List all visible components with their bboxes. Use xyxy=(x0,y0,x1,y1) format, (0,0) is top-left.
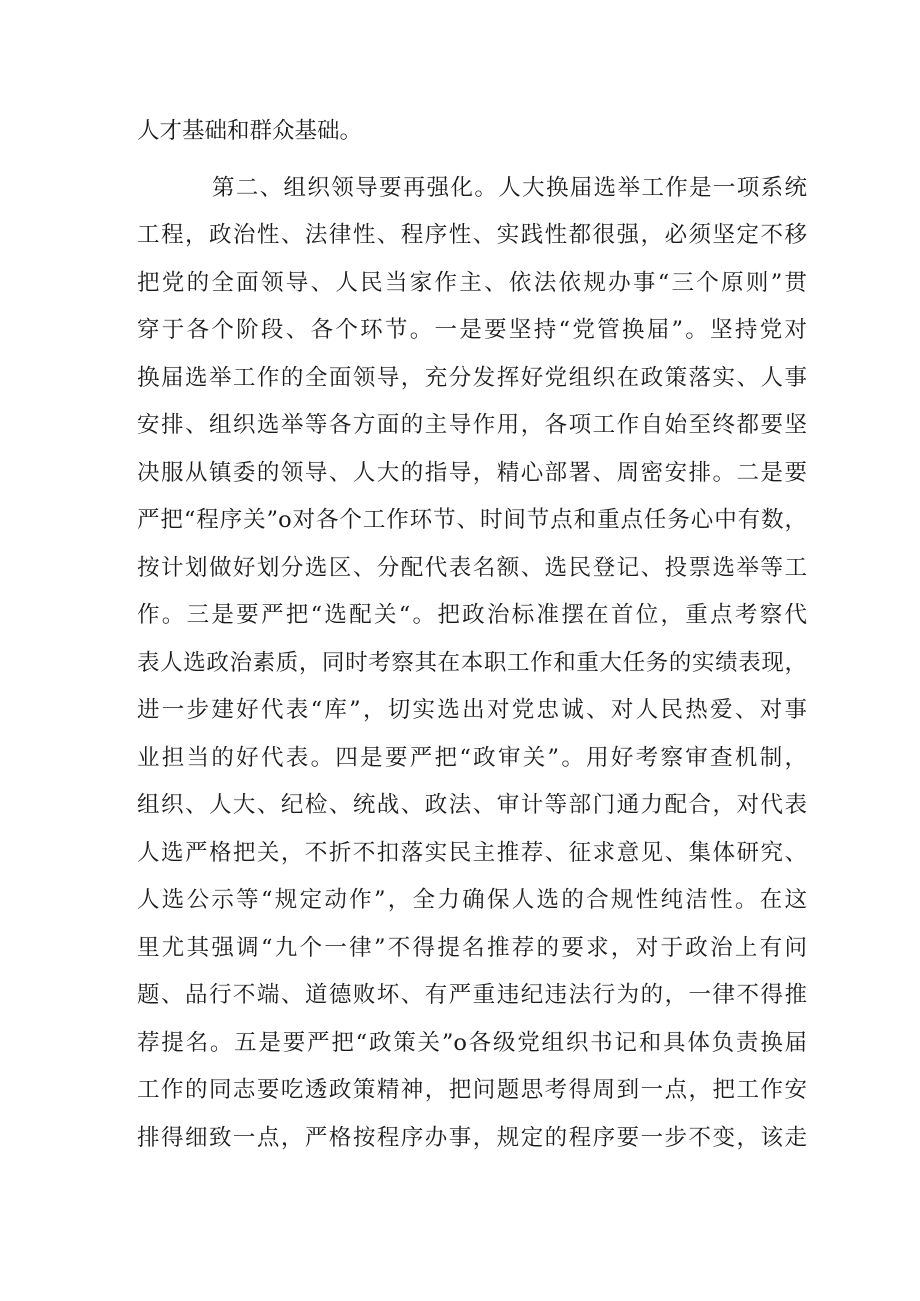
paragraph-continuation xyxy=(137,108,807,156)
text-line: 穿于各个阶段、各个环节。一是要坚持“党管换届”。坚持党对 xyxy=(137,317,807,343)
text-line: 组织、人大、纪检、统战、政法、审计等部门通力配合，对代表 xyxy=(137,792,807,818)
text-line: 人才基础和群众基础。 xyxy=(137,118,363,144)
text-line: 决服从镇委的领导、人大的指导，精心部署、周密安排。二是要 xyxy=(137,459,807,486)
text-line: 进一步建好代表“库”，切实选出对党忠诚、对人民热爱、对事 xyxy=(137,697,807,723)
text-line: 荐提名。五是要严把“政策关”o各级党组织书记和具体负责换届 xyxy=(137,1029,807,1056)
text-line: 工程，政治性、法律性、程序性、实践性都很强，必须坚定不移 xyxy=(137,222,807,248)
text-line: 题、品行不端、道德败坏、有严重违纪违法行为的，一律不得推 xyxy=(137,982,807,1008)
text-line: 严把“程序关”o对各个工作环节、时间节点和重点任务心中有数， xyxy=(137,507,807,533)
text-line: 安排、组织选举等各方面的主导作用，各项工作自始至终都要坚 xyxy=(137,412,807,438)
text-line: 换届选举工作的全面领导，充分发挥好党组织在政策落实、人事 xyxy=(137,364,807,391)
text-line: 排得细致一点，严格按程序办事，规定的程序要一步不变，该走 xyxy=(137,1124,807,1151)
text-line: 表人选政治素质，同时考察其在本职工作和重大任务的实绩表现， xyxy=(137,649,807,676)
text-line: 按计划做好划分选区、分配代表名额、选民登记、投票选举等工 xyxy=(137,554,807,581)
text-line: 把党的全面领导、人民当家作主、依法依规办事“三个原则”贯 xyxy=(137,269,807,296)
text-line: 工作的同志要吃透政策精神，把问题思考得周到一点，把工作安 xyxy=(137,1077,807,1103)
text-line: 人选严格把关，不折不扣落实民主推荐、征求意见、集体研究、 xyxy=(137,839,807,866)
text-line: 作。三是要严把“选配关“。把政治标准摆在首位，重点考察代 xyxy=(137,602,807,628)
paragraph-gap xyxy=(137,156,807,165)
text-line: 业担当的好代表。四是要严把“政审关”。用好考察审查机制， xyxy=(137,744,807,771)
document-body xyxy=(137,108,807,1162)
paragraph-organization-leadership xyxy=(137,165,807,1163)
text-line-first: 第二、组织领导要再强化。人大换届选举工作是一项系统 xyxy=(212,174,807,201)
text-line: 里尤其强调“九个一律”不得提名推荐的要求，对于政治上有问 xyxy=(137,934,807,961)
text-line: 人选公示等“规定动作”，全力确保人选的合规性纯洁性。在这 xyxy=(137,887,807,913)
